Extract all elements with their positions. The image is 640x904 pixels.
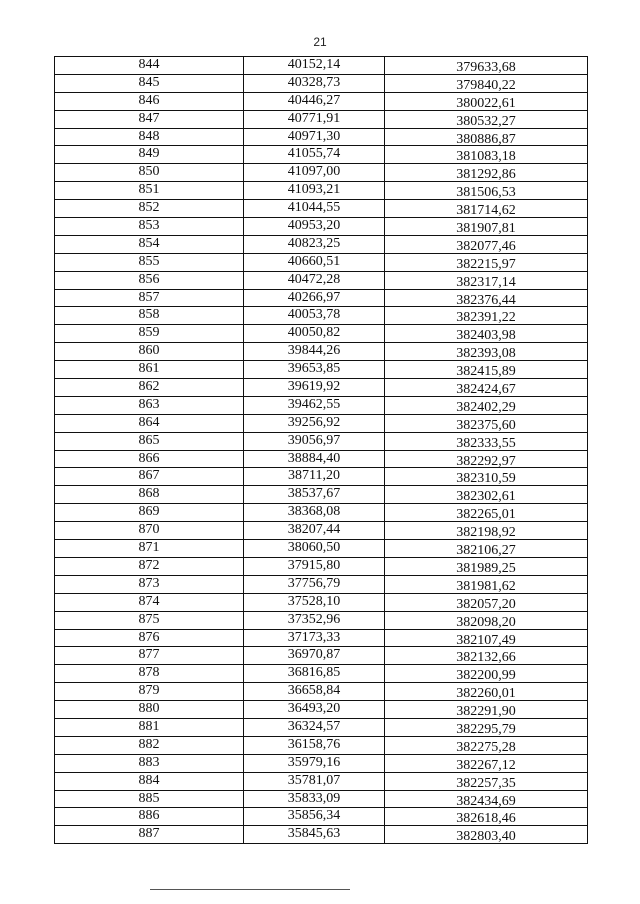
x-coordinate-cell: 38207,44 — [244, 522, 385, 539]
point-number-cell: 850 — [55, 164, 244, 181]
y-coordinate-cell: 382295,79 — [456, 721, 516, 736]
y-coordinate-cell: 382317,14 — [456, 274, 516, 289]
table-row — [55, 826, 587, 844]
y-coordinate-cell: 380022,61 — [456, 95, 516, 110]
x-coordinate-cell: 36658,84 — [244, 683, 385, 700]
table-row — [55, 272, 587, 290]
x-coordinate-cell: 36970,87 — [244, 647, 385, 664]
table-row — [55, 218, 587, 236]
y-coordinate-cell: 382215,97 — [456, 256, 516, 271]
table-row — [55, 701, 587, 719]
table-row — [55, 486, 587, 504]
table-row — [55, 504, 587, 522]
x-coordinate-cell: 41093,21 — [244, 182, 385, 199]
x-coordinate-cell: 36324,57 — [244, 719, 385, 736]
y-coordinate-cell: 382424,67 — [456, 382, 516, 396]
x-coordinate-cell: 38711,20 — [244, 468, 385, 485]
y-coordinate-cell: 381292,86 — [456, 167, 516, 182]
point-number-cell: 877 — [55, 647, 244, 664]
table-row — [55, 57, 587, 75]
x-coordinate-cell: 40971,30 — [244, 129, 385, 146]
footer-divider — [150, 889, 350, 890]
point-number-cell: 863 — [55, 397, 244, 414]
point-number-cell: 869 — [55, 504, 244, 521]
x-coordinate-cell: 38537,67 — [244, 486, 385, 503]
point-number-cell: 881 — [55, 719, 244, 736]
table-row — [55, 808, 587, 826]
point-number-cell: 851 — [55, 182, 244, 199]
table-row — [55, 343, 587, 361]
table-row — [55, 129, 587, 147]
x-coordinate-cell: 40266,97 — [244, 290, 385, 307]
x-coordinate-cell: 39256,92 — [244, 415, 385, 432]
page-number: 21 — [313, 35, 327, 49]
point-number-cell: 867 — [55, 468, 244, 485]
point-number-cell: 874 — [55, 594, 244, 611]
point-number-cell: 847 — [55, 111, 244, 128]
x-coordinate-cell: 40660,51 — [244, 254, 385, 271]
y-coordinate-cell: 382803,40 — [456, 829, 516, 844]
table-row — [55, 200, 587, 218]
point-number-cell: 885 — [55, 791, 244, 808]
y-coordinate-cell: 382098,20 — [456, 614, 516, 629]
point-number-cell: 870 — [55, 522, 244, 539]
x-coordinate-cell: 40152,14 — [244, 57, 385, 74]
y-coordinate-cell: 382376,44 — [456, 292, 516, 307]
point-number-cell: 868 — [55, 486, 244, 503]
point-number-cell: 848 — [55, 129, 244, 146]
y-coordinate-cell: 381981,62 — [456, 578, 516, 593]
y-coordinate-cell: 382257,35 — [456, 775, 516, 790]
x-coordinate-cell: 36816,85 — [244, 665, 385, 682]
y-coordinate-cell: 380532,27 — [456, 113, 516, 128]
y-coordinate-cell: 382415,89 — [456, 364, 516, 379]
x-coordinate-cell: 40050,82 — [244, 325, 385, 342]
x-coordinate-cell: 39844,26 — [244, 343, 385, 360]
x-coordinate-cell: 40328,73 — [244, 75, 385, 92]
point-number-cell: 871 — [55, 540, 244, 557]
x-coordinate-cell: 40953,20 — [244, 218, 385, 235]
point-number-cell: 853 — [55, 218, 244, 235]
x-coordinate-cell: 39619,92 — [244, 379, 385, 396]
table-row — [55, 737, 587, 755]
table-row — [55, 647, 587, 665]
x-coordinate-cell: 37173,33 — [244, 630, 385, 647]
x-coordinate-cell: 41097,00 — [244, 164, 385, 181]
x-coordinate-cell: 38884,40 — [244, 451, 385, 468]
table-row — [55, 93, 587, 111]
y-coordinate-cell: 382077,46 — [456, 238, 516, 253]
x-coordinate-cell: 37528,10 — [244, 594, 385, 611]
y-coordinate-cell: 382375,60 — [456, 417, 516, 432]
y-coordinate-cell: 382260,01 — [456, 686, 516, 701]
point-number-cell: 865 — [55, 433, 244, 450]
point-number-cell: 876 — [55, 630, 244, 647]
table-row — [55, 468, 587, 486]
point-number-cell: 861 — [55, 361, 244, 378]
y-coordinate-cell: 379633,68 — [456, 60, 516, 74]
table-row — [55, 182, 587, 200]
point-number-cell: 887 — [55, 826, 244, 843]
y-coordinate-cell: 382200,99 — [456, 668, 516, 683]
y-coordinate-cell: 382057,20 — [456, 596, 516, 611]
point-number-cell: 852 — [55, 200, 244, 217]
table-row — [55, 146, 587, 164]
table-row — [55, 164, 587, 182]
x-coordinate-cell: 35781,07 — [244, 773, 385, 790]
table-row — [55, 791, 587, 809]
table-row — [55, 75, 587, 93]
y-coordinate-cell: 382198,92 — [456, 525, 516, 540]
y-coordinate-cell: 382391,22 — [456, 310, 516, 325]
y-coordinate-cell: 382403,98 — [456, 328, 516, 343]
x-coordinate-cell: 35856,34 — [244, 808, 385, 825]
table-row — [55, 433, 587, 451]
y-coordinate-cell: 381907,81 — [456, 221, 516, 235]
point-number-cell: 858 — [55, 307, 244, 324]
table-row — [55, 540, 587, 558]
point-number-cell: 872 — [55, 558, 244, 575]
x-coordinate-cell: 37915,80 — [244, 558, 385, 575]
y-coordinate-cell: 381083,18 — [456, 149, 516, 164]
table-row — [55, 397, 587, 415]
x-coordinate-cell: 40771,91 — [244, 111, 385, 128]
table-row — [55, 111, 587, 129]
table-row — [55, 307, 587, 325]
x-coordinate-cell: 39653,85 — [244, 361, 385, 378]
point-number-cell: 884 — [55, 773, 244, 790]
point-number-cell: 878 — [55, 665, 244, 682]
point-number-cell: 862 — [55, 379, 244, 396]
point-number-cell: 883 — [55, 755, 244, 772]
point-number-cell: 866 — [55, 451, 244, 468]
y-coordinate-cell: 381989,25 — [456, 560, 516, 575]
table-row — [55, 558, 587, 576]
table-row — [55, 236, 587, 254]
point-number-cell: 879 — [55, 683, 244, 700]
coordinates-table — [54, 56, 588, 844]
point-number-cell: 859 — [55, 325, 244, 342]
point-number-cell: 849 — [55, 146, 244, 163]
point-number-cell: 875 — [55, 612, 244, 629]
table-row — [55, 665, 587, 683]
table-row — [55, 325, 587, 343]
point-number-cell: 844 — [55, 57, 244, 74]
table-row — [55, 254, 587, 272]
table-row — [55, 594, 587, 612]
point-number-cell: 864 — [55, 415, 244, 432]
x-coordinate-cell: 36158,76 — [244, 737, 385, 754]
y-coordinate-cell: 382291,90 — [456, 704, 516, 718]
x-coordinate-cell: 41044,55 — [244, 200, 385, 217]
table-row — [55, 719, 587, 737]
point-number-cell: 855 — [55, 254, 244, 271]
y-coordinate-cell: 381714,62 — [456, 203, 516, 218]
x-coordinate-cell: 37756,79 — [244, 576, 385, 593]
point-number-cell: 873 — [55, 576, 244, 593]
x-coordinate-cell: 39462,55 — [244, 397, 385, 414]
y-coordinate-cell: 382107,49 — [456, 632, 516, 647]
x-coordinate-cell: 40446,27 — [244, 93, 385, 110]
x-coordinate-cell: 40053,78 — [244, 307, 385, 324]
y-coordinate-cell: 382275,28 — [456, 739, 516, 754]
y-coordinate-cell: 382302,61 — [456, 489, 516, 504]
table-row — [55, 576, 587, 594]
point-number-cell: 846 — [55, 93, 244, 110]
x-coordinate-cell: 41055,74 — [244, 146, 385, 163]
point-number-cell: 857 — [55, 290, 244, 307]
y-coordinate-cell: 382402,29 — [456, 399, 516, 414]
y-coordinate-cell: 382292,97 — [456, 453, 516, 468]
point-number-cell: 845 — [55, 75, 244, 92]
y-coordinate-cell: 380886,87 — [456, 131, 516, 146]
x-coordinate-cell: 40823,25 — [244, 236, 385, 253]
y-coordinate-cell: 381506,53 — [456, 185, 516, 200]
table-row — [55, 379, 587, 397]
point-number-cell: 882 — [55, 737, 244, 754]
point-number-cell: 856 — [55, 272, 244, 289]
y-coordinate-cell: 382265,01 — [456, 507, 516, 522]
x-coordinate-cell: 35833,09 — [244, 791, 385, 808]
y-coordinate-cell: 379840,22 — [456, 77, 516, 92]
table-row — [55, 451, 587, 469]
x-coordinate-cell: 40472,28 — [244, 272, 385, 289]
table-row — [55, 630, 587, 648]
table-row — [55, 755, 587, 773]
table-row — [55, 683, 587, 701]
point-number-cell: 880 — [55, 701, 244, 718]
table-row — [55, 361, 587, 379]
x-coordinate-cell: 38368,08 — [244, 504, 385, 521]
y-coordinate-cell: 382106,27 — [456, 543, 516, 557]
x-coordinate-cell: 39056,97 — [244, 433, 385, 450]
y-coordinate-cell: 382132,66 — [456, 650, 516, 665]
point-number-cell: 854 — [55, 236, 244, 253]
point-number-cell: 886 — [55, 808, 244, 825]
table-row — [55, 612, 587, 630]
y-coordinate-cell: 382393,08 — [456, 346, 516, 361]
y-coordinate-cell: 382310,59 — [456, 471, 516, 486]
x-coordinate-cell: 36493,20 — [244, 701, 385, 718]
point-number-cell: 860 — [55, 343, 244, 360]
y-coordinate-cell: 382267,12 — [456, 757, 516, 772]
x-coordinate-cell: 37352,96 — [244, 612, 385, 629]
table-row — [55, 522, 587, 540]
x-coordinate-cell: 35979,16 — [244, 755, 385, 772]
y-coordinate-cell: 382434,69 — [456, 793, 516, 808]
x-coordinate-cell: 38060,50 — [244, 540, 385, 557]
y-coordinate-cell: 382333,55 — [456, 435, 516, 450]
x-coordinate-cell: 35845,63 — [244, 826, 385, 843]
y-coordinate-cell: 382618,46 — [456, 811, 516, 826]
table-row — [55, 773, 587, 791]
table-row — [55, 415, 587, 433]
table-row — [55, 290, 587, 308]
